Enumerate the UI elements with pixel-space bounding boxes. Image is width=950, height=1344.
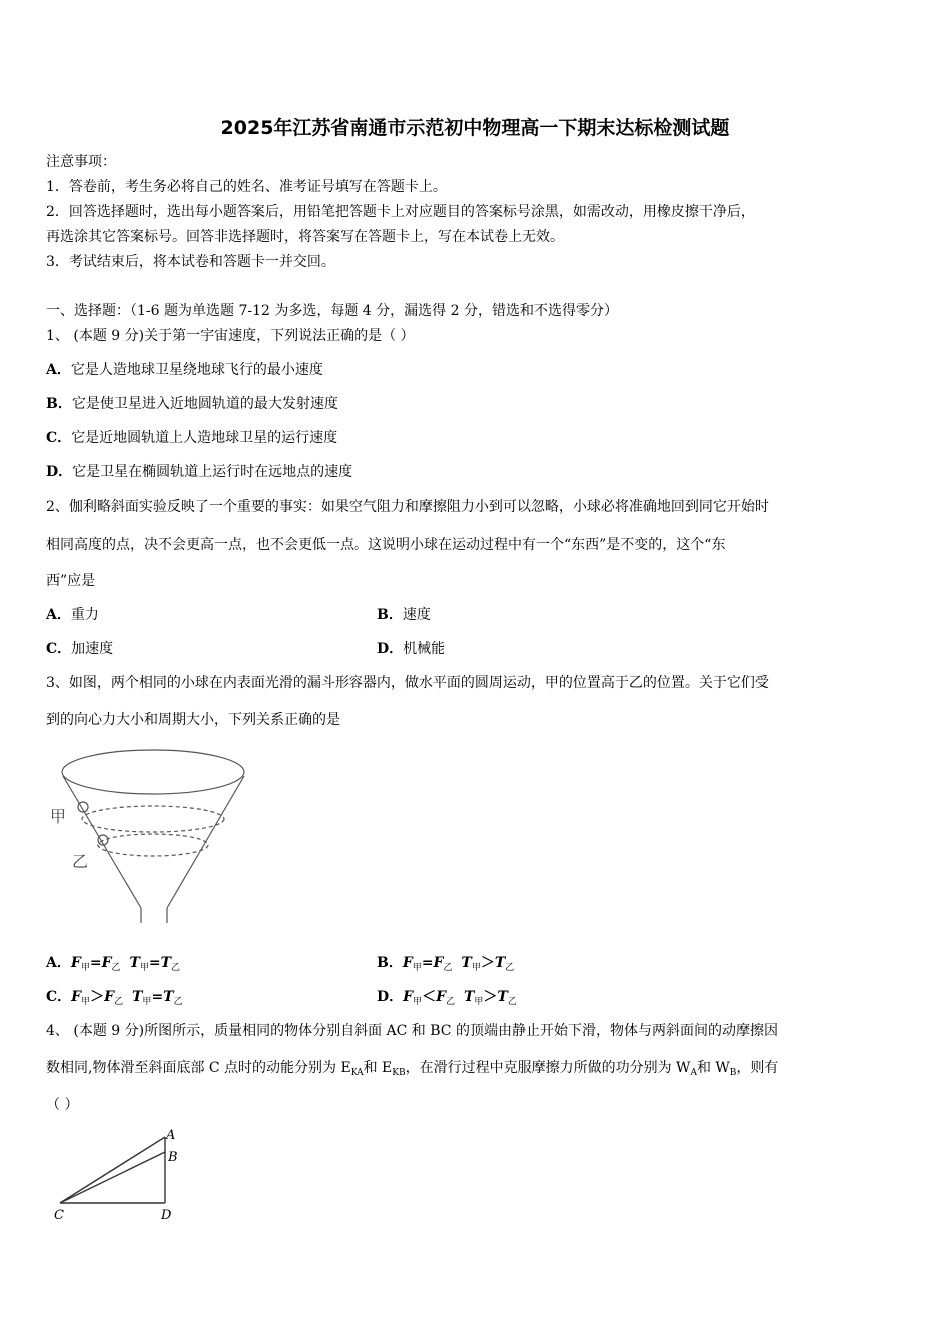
force-symbol: F bbox=[433, 955, 444, 971]
option-letter: A． bbox=[46, 955, 71, 971]
subscript: 甲 bbox=[142, 997, 152, 1007]
section-heading: 一、选择题：（1-6 题为单选题 7-12 为多选，每题 4 分，漏选得 2 分，错选和不选得零分） bbox=[46, 303, 618, 319]
subscript: 甲 bbox=[413, 997, 423, 1007]
relation: = bbox=[89, 955, 102, 971]
period-symbol: T bbox=[129, 955, 140, 971]
relation: = bbox=[421, 955, 434, 971]
force-symbol: F bbox=[104, 989, 115, 1005]
page-title: 2025年江苏省南通市示范初中物理高一下期末达标检测试题 bbox=[220, 117, 730, 139]
subscript: 乙 bbox=[111, 963, 121, 973]
option-letter: B． bbox=[46, 396, 72, 412]
period-symbol: T bbox=[494, 955, 506, 971]
subscript: 乙 bbox=[446, 997, 456, 1007]
option-letter: A． bbox=[46, 607, 71, 623]
q4-stem-line-3: （ ） bbox=[46, 1097, 79, 1113]
relation: ＞ bbox=[480, 955, 495, 971]
option-letter: D． bbox=[377, 989, 404, 1005]
q3-option-d bbox=[377, 988, 517, 1011]
q2-option-d bbox=[377, 640, 445, 658]
q3-option-b bbox=[377, 954, 514, 977]
relation: = bbox=[148, 955, 161, 971]
subscript: 甲 bbox=[80, 963, 90, 973]
q3-stem-line-1: 3、如图，两个相同的小球在内表面光滑的漏斗形容器内，做水平面的圆周运动，甲的位置高于乙的位置。关于它们受 bbox=[46, 675, 769, 691]
notice-item-1: 1．答卷前，考生务必将自己的姓名、准考证号填写在答题卡上。 bbox=[46, 179, 447, 195]
option-letter: B． bbox=[377, 607, 403, 623]
period-symbol: T bbox=[497, 989, 508, 1005]
subscript: 乙 bbox=[505, 963, 515, 973]
relation: ＞ bbox=[483, 989, 498, 1005]
option-text: 重力 bbox=[70, 607, 99, 623]
subscript: B bbox=[729, 1068, 737, 1078]
subscript: 乙 bbox=[443, 963, 453, 973]
text-part: 和 E bbox=[363, 1060, 393, 1076]
label-lower-ball: 乙 bbox=[72, 852, 89, 871]
relation: = bbox=[151, 989, 164, 1005]
option-letter: D． bbox=[46, 464, 73, 480]
option-letter: B． bbox=[377, 955, 403, 971]
text-part: ，则有 bbox=[736, 1060, 779, 1076]
q2-stem-line-2: 相同高度的点，决不会更高一点，也不会更低一点。这说明小球在运动过程中有一个“东西”是不变的，这个“东 bbox=[46, 537, 726, 553]
q2-option-c bbox=[46, 640, 113, 658]
q4-stem-line-2 bbox=[46, 1059, 778, 1082]
q3-option-a bbox=[46, 954, 180, 977]
subscript: 乙 bbox=[173, 997, 183, 1007]
funnel-figure bbox=[48, 745, 258, 930]
option-text: 它是人造地球卫星绕地球飞行的最小速度 bbox=[70, 362, 323, 378]
label-d: D bbox=[161, 1208, 172, 1223]
force-symbol: F bbox=[403, 989, 414, 1005]
q1-stem: 1、 (本题 9 分)关于第一宇宙速度，下列说法正确的是（ ） bbox=[46, 328, 415, 344]
option-text: 速度 bbox=[402, 607, 431, 623]
subscript: 甲 bbox=[412, 963, 422, 973]
text-part: 和 W bbox=[696, 1060, 730, 1076]
q2-option-b bbox=[377, 606, 431, 624]
subscript: A bbox=[690, 1068, 697, 1078]
q1-option-c bbox=[46, 429, 337, 447]
subscript: 甲 bbox=[81, 997, 91, 1007]
q2-option-a bbox=[46, 606, 99, 624]
q2-stem-line-1: 2、伽利略斜面实验反映了一个重要的事实：如果空气阻力和摩擦阻力小到可以忽略，小球必将准确地回到同它开始时 bbox=[46, 499, 769, 515]
q1-option-b bbox=[46, 395, 338, 413]
q3-option-c bbox=[46, 988, 183, 1011]
label-upper-ball: 甲 bbox=[50, 807, 67, 826]
q3-stem-line-2: 到的向心力大小和周期大小，下列关系正确的是 bbox=[46, 712, 340, 728]
incline-figure bbox=[48, 1125, 198, 1225]
funnel-left-wall bbox=[63, 776, 141, 908]
option-letter: D． bbox=[377, 641, 404, 657]
period-symbol: T bbox=[461, 955, 472, 971]
option-text: 加速度 bbox=[71, 641, 114, 657]
force-symbol: F bbox=[402, 955, 413, 971]
option-letter: C． bbox=[46, 989, 72, 1005]
period-symbol: T bbox=[163, 989, 174, 1005]
option-letter: C． bbox=[46, 641, 72, 657]
option-text: 它是卫星在椭圆轨道上运行时在远地点的速度 bbox=[72, 464, 353, 480]
force-symbol: F bbox=[70, 955, 81, 971]
text-part: 数相同,物体滑至斜面底部 C 点时的动能分别为 E bbox=[46, 1060, 351, 1076]
force-symbol: F bbox=[436, 989, 447, 1005]
funnel-rim bbox=[62, 750, 244, 794]
subscript: 甲 bbox=[474, 997, 484, 1007]
orbit-upper bbox=[82, 806, 224, 832]
incline-bc bbox=[60, 1152, 165, 1203]
subscript: 乙 bbox=[114, 997, 124, 1007]
label-c: C bbox=[54, 1208, 64, 1223]
subscript: 乙 bbox=[507, 997, 517, 1007]
period-symbol: T bbox=[160, 955, 172, 971]
subscript: 甲 bbox=[139, 963, 149, 973]
subscript: 乙 bbox=[171, 963, 181, 973]
notice-item-2: 2．回答选择题时，选出每小题答案后，用铅笔把答题卡上对应题目的答案标号涂黑，如需改动，用橡皮擦干净后， bbox=[46, 204, 755, 220]
option-letter: A． bbox=[46, 362, 71, 378]
period-symbol: T bbox=[132, 989, 143, 1005]
label-a: A bbox=[166, 1128, 176, 1143]
relation: ＞ bbox=[90, 989, 105, 1005]
force-symbol: F bbox=[71, 989, 82, 1005]
q4-stem-line-1: 4、 (本题 9 分)所图所示，质量相同的物体分别自斜面 AC 和 BC 的顶端由静止开始下滑，物体与两斜面间的动摩擦因 bbox=[46, 1023, 778, 1039]
subscript: KB bbox=[392, 1068, 406, 1078]
subscript: 甲 bbox=[471, 963, 481, 973]
period-symbol: T bbox=[463, 989, 475, 1005]
subscript: KA bbox=[350, 1068, 364, 1078]
label-b: B bbox=[168, 1150, 178, 1165]
force-symbol: F bbox=[101, 955, 112, 971]
option-text: 它是近地圆轨道上人造地球卫星的运行速度 bbox=[71, 430, 338, 446]
relation: ＜ bbox=[422, 989, 437, 1005]
option-text: 它是使卫星进入近地圆轨道的最大发射速度 bbox=[71, 396, 338, 412]
option-text: 机械能 bbox=[403, 641, 446, 657]
notice-item-2-cont: 再选涂其它答案标号。回答非选择题时，将答案写在答题卡上，写在本试卷上无效。 bbox=[46, 229, 564, 245]
incline-ac bbox=[60, 1137, 165, 1203]
text-part: ，在滑行过程中克服摩擦力所做的功分别为 W bbox=[405, 1060, 691, 1076]
option-letter: C． bbox=[46, 430, 72, 446]
q2-stem-line-3: 西”应是 bbox=[46, 573, 96, 589]
notice-item-3: 3．考试结束后，将本试卷和答题卡一并交回。 bbox=[46, 254, 335, 270]
q1-option-a bbox=[46, 361, 323, 379]
q1-option-d bbox=[46, 463, 352, 481]
orbit-lower bbox=[98, 834, 208, 856]
notice-heading: 注意事项： bbox=[46, 154, 116, 170]
